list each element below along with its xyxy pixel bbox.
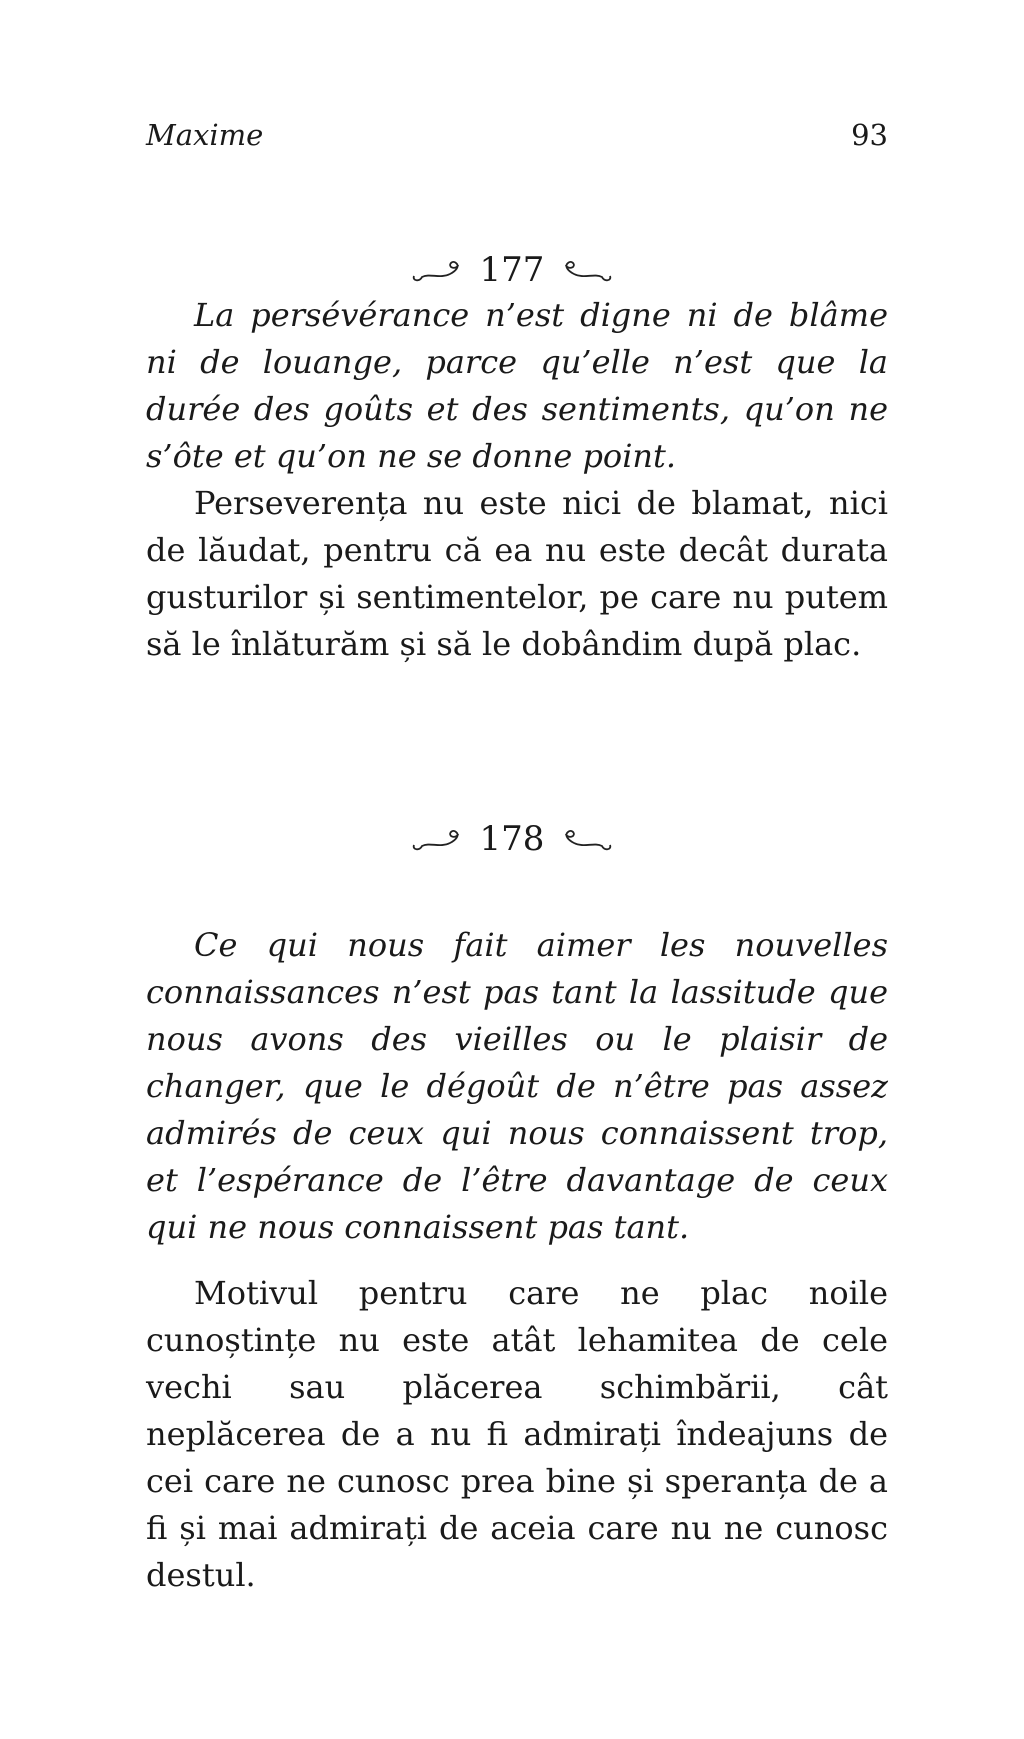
right-flourish-icon [558, 257, 614, 283]
maxim-number: 178 [479, 819, 545, 859]
maxim-177-romanian [146, 480, 888, 668]
running-head [146, 118, 888, 158]
maxim-177-french [146, 292, 888, 480]
page-number: 93 [851, 118, 888, 152]
romanian-text: Perseverența nu este nici de blamat, nici de lăudat, pentru că ea nu este decât durata gusturilor și sentimentelor, pe care nu putem să le înlăturăm și să le dobândim după plac. [146, 484, 888, 663]
maxim-178-romanian [146, 1270, 888, 1599]
running-title: Maxime [146, 118, 264, 152]
french-text: Ce qui nous fait aimer les nouvelles connaissances n’est pas tant la lassitude que nous avons des vieilles ou le plaisir de changer, que le dégoût de n’être pas assez admirés de ceux qui nous connaissent trop, et l’espérance de l’être davantage de ceux qui ne nous connaissent pas tant. [146, 926, 888, 1246]
romanian-text: Motivul pentru care ne plac noile cunoștințe nu este atât lehamitea de cele vechi sau plăcerea schimbării, cât neplăcerea de a nu fi admirați îndeajuns de cei care ne cunosc prea bine și speranța de a fi și mai admirați de aceia care nu ne cunosc destul. [146, 1274, 888, 1594]
right-flourish-icon [558, 826, 614, 852]
left-flourish-icon [410, 826, 466, 852]
maxim-heading-178 [0, 819, 1024, 872]
left-flourish-icon [410, 257, 466, 283]
maxim-178-french [146, 922, 888, 1251]
french-text: La persévérance n’est digne ni de blâme ni de louange, parce qu’elle n’est que la durée des goûts et des sentiments, qu’on ne s’ôte et qu’on ne se donne point. [146, 296, 888, 475]
maxim-number: 177 [479, 250, 545, 290]
